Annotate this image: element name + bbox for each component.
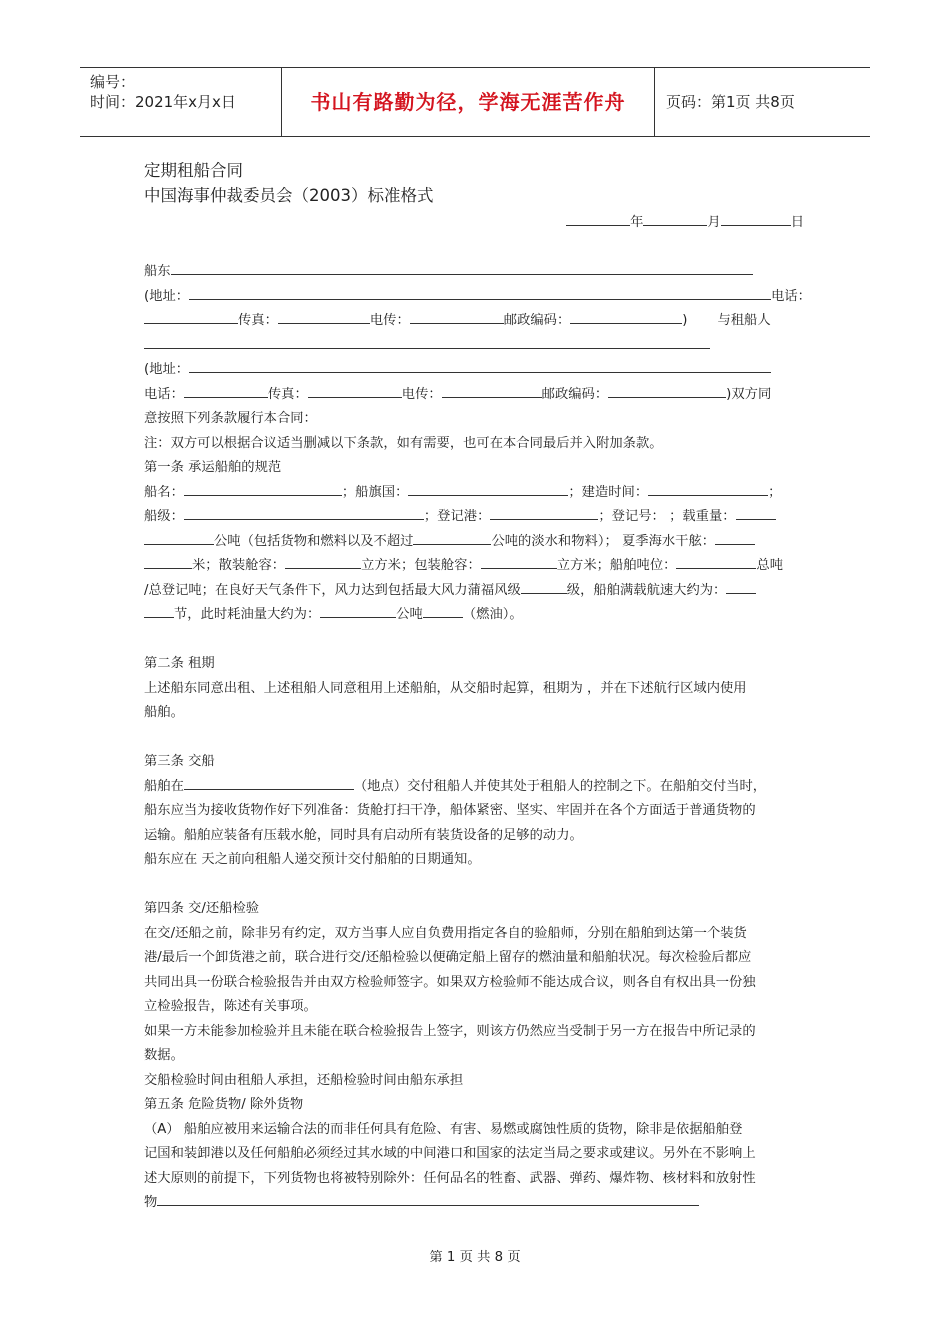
article-2-line-2: 船舶。 [144, 705, 184, 720]
day-blank[interactable] [721, 211, 791, 226]
fuel-type-blank[interactable] [423, 603, 463, 618]
page-indicator: 页码：第1页 共8页 [666, 93, 795, 111]
article-4-line-4: 立检验报告，陈述有关事项。 [144, 999, 317, 1014]
article-5-line-3: 述大原则的前提下，下列货物也将被特别除外：任何品名的牲畜、武器、弹药、爆炸物、核材料和放射性 [144, 1170, 756, 1186]
charterer-blank[interactable] [144, 334, 710, 349]
built-blank[interactable] [648, 481, 768, 496]
article-4-line-6: 数据。 [144, 1048, 184, 1063]
article-3-line-3: 运输。船舶应装备有压载水舱，同时具有启动所有装货设备的足够的动力。 [144, 827, 583, 843]
year-blank[interactable] [566, 211, 630, 226]
owner-telex-blank[interactable] [410, 309, 504, 324]
gross-blank[interactable] [676, 554, 756, 569]
owner-blank[interactable] [171, 260, 753, 275]
doc-title: 定期租船合同 [144, 161, 243, 180]
owner-line: 船东 [144, 260, 804, 285]
charterer-contact-line: 电话： 传真： 电传： 邮政编码： )双方同 [144, 383, 804, 408]
owner-address-blank[interactable] [189, 285, 771, 300]
doc-time-label: 时间：2021年x月x日 [90, 93, 236, 111]
date-line: 年 月 日 [144, 208, 804, 236]
ship-name-line: 船名： ；船旗国： ；建造时间： ； [144, 481, 804, 506]
article-4-line-7: 交船检验时间由租船人承担，还船检验时间由船东承担 [144, 1072, 464, 1088]
header-meta [80, 68, 280, 136]
motto: 书山有路勤为径，学海无涯苦作舟 [281, 68, 655, 136]
article-4-line-3: 共同出具一份联合检验报告并由双方检验师签字。如果双方检验师不能达成合议，则各自有权出具一份独 [144, 974, 756, 990]
dwt-blank[interactable] [736, 505, 776, 520]
owner-contact-line: 传真： 电传： 邮政编码： ) 与租船人 [144, 309, 804, 334]
capacity-line: 米；散装舱容： 立方米；包装舱容： 立方米；船舶吨位： 总吨 [144, 554, 804, 579]
article-4-line-2: 港/最后一个卸货港之前，联合进行交/还船检验以便确定船上留存的燃油量和船舶状况。每次检验后都应 [144, 950, 752, 965]
bale-blank[interactable] [481, 554, 557, 569]
speed-line: /总登记吨；在良好天气条件下，风力达到包括最大风力蒲福风级 级，船舶满载航速大约为： [144, 579, 804, 604]
article-2-line-1: 上述船东同意出租、上述租船人同意租用上述船舶，从交船时起算，租期为 ，并在下述航行区域内使用 [144, 680, 747, 696]
owner-postcode-blank[interactable] [570, 309, 682, 324]
fuel-line: 节，此时耗油量大约为： 公吨 （燃油）。 [144, 603, 804, 628]
charterer-line [144, 334, 804, 359]
page-footer: 第 1 页 共 8 页 [429, 1250, 521, 1265]
article-5-line-1: （A） 船舶应被用来运输合法的而非任何具有危险、有害、易燃或腐蚀性质的货物，除非是依据船舶登 [144, 1121, 743, 1137]
article-3-line-4: 船东应在 天之前向租船人递交预计交付船舶的日期通知。 [144, 852, 481, 867]
fuel-blank[interactable] [320, 603, 396, 618]
owner-fax-blank[interactable] [278, 309, 370, 324]
charterer-telex-blank[interactable] [442, 383, 542, 398]
tonnes-blank[interactable] [144, 530, 214, 545]
doc-number-label: 编号： [90, 73, 136, 91]
article-5-line-2: 记国和装卸港以及任何船舶必须经过其水域的中间港口和国家的法定当局之要求或建议。另外在不影响上 [144, 1146, 756, 1161]
charterer-postcode-blank[interactable] [608, 383, 726, 398]
month-blank[interactable] [643, 211, 707, 226]
article-4-line-5: 如果一方未能参加检验并且未能在联合检验报告上签字，则该方仍然应当受制于另一方在报告中所记录的 [144, 1023, 756, 1039]
flag-blank[interactable] [408, 481, 568, 496]
beaufort-blank[interactable] [521, 579, 567, 594]
freeboard-blank[interactable] [715, 530, 755, 545]
article-3-title: 第三条 交船 [144, 754, 215, 769]
article-5-title: 第五条 危险货物/ 除外货物 [144, 1097, 304, 1112]
contract-body [144, 158, 811, 1216]
owner-address-line: (地址： 电话： [144, 285, 804, 310]
article-4-title: 第四条 交/还船检验 [144, 901, 260, 916]
article-5-line-4: 物 [144, 1191, 804, 1216]
speed-blank[interactable] [726, 579, 756, 594]
ship-name-blank[interactable] [184, 481, 342, 496]
charterer-address-blank[interactable] [189, 358, 771, 373]
article-2-title: 第二条 租期 [144, 656, 215, 671]
knots-blank[interactable] [144, 603, 174, 618]
water-blank[interactable] [413, 530, 491, 545]
agree-line: 意按照下列条款履行本合同： [144, 411, 317, 426]
page-header [80, 67, 870, 137]
article-3-line-2: 船东应当为接收货物作好下列准备：货舱打扫干净，船体紧密、坚实、牢固并在各个方面适于普通货物的 [144, 803, 756, 818]
excluded-cargo-blank[interactable] [157, 1191, 699, 1206]
metres-blank[interactable] [144, 554, 192, 569]
note-line: 注：双方可以根据合议适当删减以下条款，如有需要，也可在本合同最后并入附加条款。 [144, 435, 663, 451]
tonnage-line: 公吨（包括货物和燃料以及不超过 公吨的淡水和物料）； 夏季海水干舷： [144, 530, 804, 555]
charterer-fax-blank[interactable] [308, 383, 402, 398]
delivery-place-blank[interactable] [184, 775, 354, 790]
charterer-address-line: (地址： [144, 358, 804, 383]
class-blank[interactable] [184, 505, 424, 520]
article-3-line-1: 船舶在 （地点）交付租船人并使其处于租船人的控制之下。在船舶交付当时， [144, 775, 804, 800]
bulk-blank[interactable] [285, 554, 361, 569]
article-4-line-1: 在交/还船之前，除非另有约定，双方当事人应自负费用指定各自的验船师，分别在船舶到达第一个装货 [144, 925, 747, 941]
doc-subtitle: 中国海事仲裁委员会（2003）标准格式 [144, 186, 434, 205]
article-1-title: 第一条 承运船舶的规范 [144, 460, 282, 475]
class-line: 船级： ；登记港： ；登记号： ；载重量： [144, 505, 804, 530]
charterer-phone-blank[interactable] [184, 383, 268, 398]
owner-phone-blank[interactable] [144, 309, 238, 324]
reg-port-blank[interactable] [490, 505, 598, 520]
